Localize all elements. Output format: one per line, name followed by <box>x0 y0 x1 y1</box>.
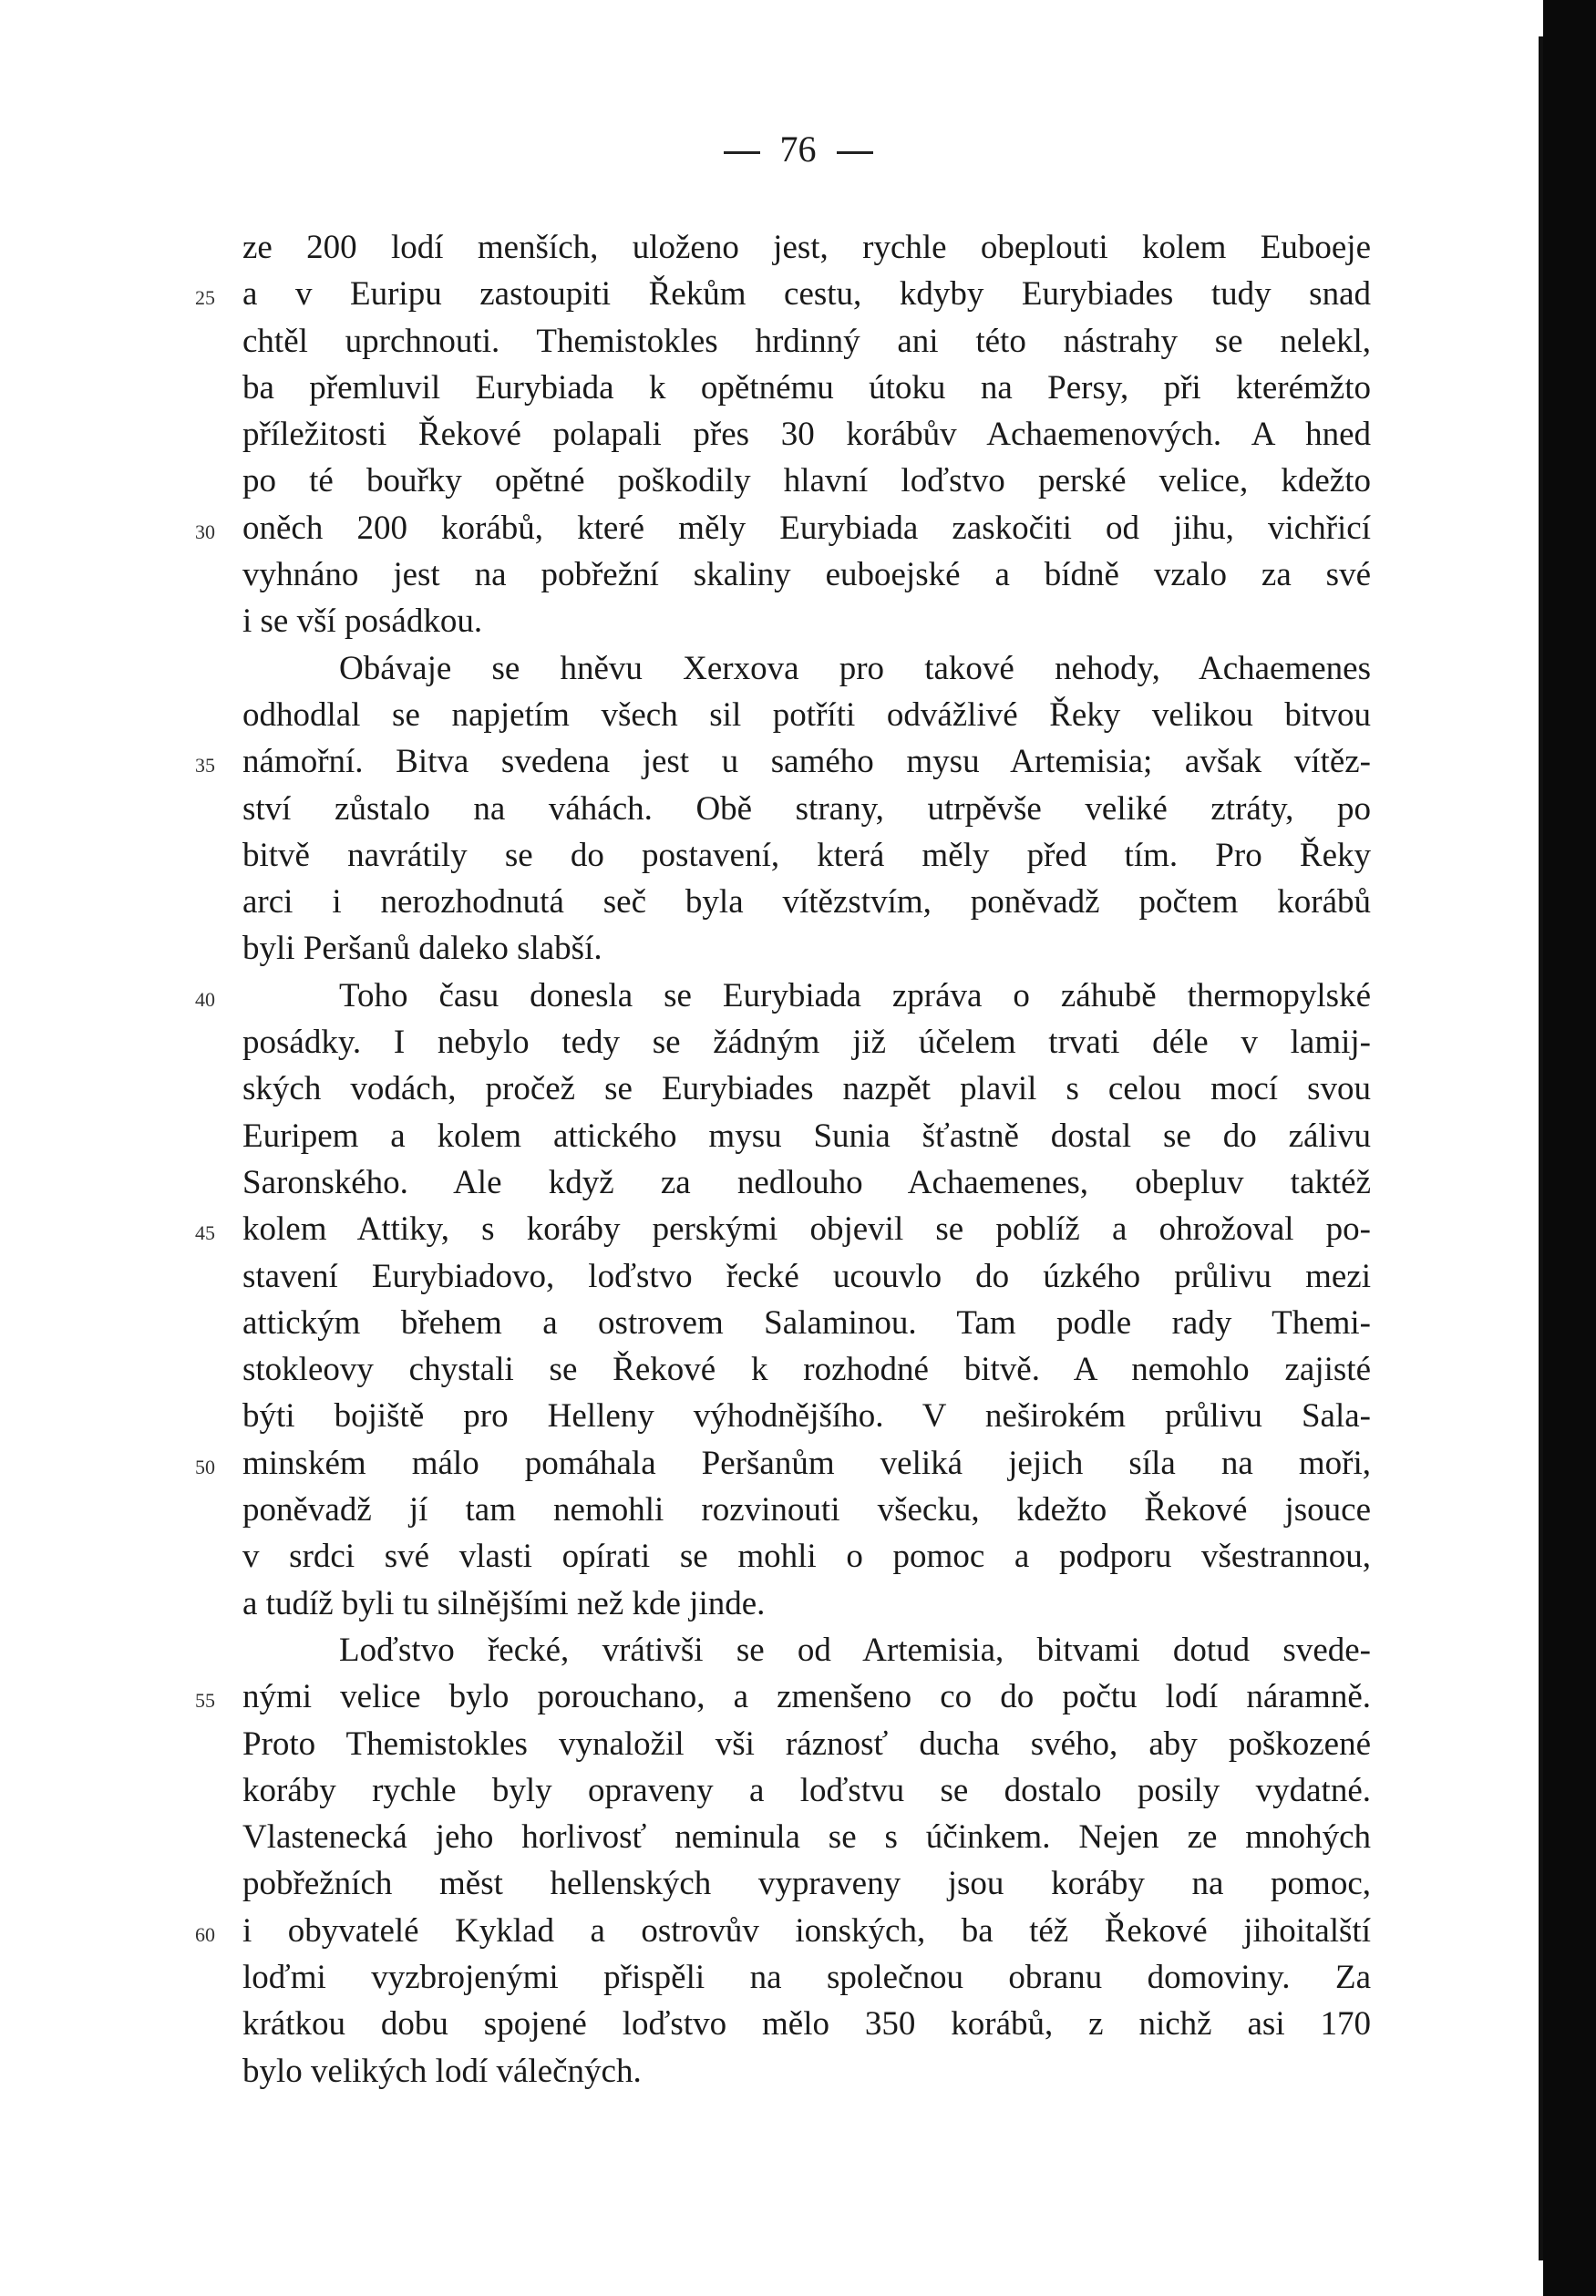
line-text: vyhnáno jest na pobřežní skaliny euboejské a bídně vzalo za své <box>242 556 1371 594</box>
page-number-value: 76 <box>779 129 817 170</box>
line-number: 40 <box>195 987 215 1011</box>
body-text <box>195 224 1371 2095</box>
line-text: attickým břehem a ostrovem Salaminou. Tam podle rady Themi- <box>242 1303 1371 1342</box>
line-text: chtěl uprchnouti. Themistokles hrdinný ani této nástrahy se nelekl, <box>242 322 1371 360</box>
line-text: pobřežních měst hellenských vypraveny jsou koráby na pomoc, <box>242 1865 1371 1903</box>
line-text: loďmi vyzbrojenými přispěli na společnou obranu domoviny. Za <box>242 1958 1371 1996</box>
text-line <box>242 1393 1371 1439</box>
text-line <box>242 1159 1371 1206</box>
text-line <box>242 645 1371 692</box>
text-line <box>242 2001 1371 2047</box>
text-line <box>242 318 1371 365</box>
text-line <box>242 925 1371 972</box>
text-line <box>242 832 1371 879</box>
line-number: 35 <box>195 754 215 777</box>
text-line <box>242 365 1371 411</box>
text-line <box>242 1627 1371 1673</box>
line-text: a v Euripu zastoupiti Řekům cestu, kdyby Eurybiades tudy snad <box>242 275 1371 314</box>
line-text: po té bouřky opětné poškodily hlavní loďstvo perské velice, kdežto <box>242 462 1371 500</box>
dash-right <box>837 151 873 154</box>
text-line <box>242 1346 1371 1393</box>
text-line <box>195 1673 1371 1720</box>
line-text: Toho času donesla se Eurybiada zpráva o záhubě thermopylské <box>339 976 1371 1014</box>
line-text: byli Peršanů daleko slabší. <box>242 930 602 968</box>
text-line <box>195 271 1371 317</box>
text-line <box>242 1954 1371 2001</box>
line-text: Obávaje se hněvu Xerxova pro takové nehody, Achaemenes <box>339 649 1371 687</box>
page-number <box>0 128 1596 170</box>
text-line <box>195 738 1371 785</box>
text-line <box>195 973 1371 1019</box>
text-line <box>195 505 1371 551</box>
text-line <box>242 786 1371 832</box>
line-text: krátkou dobu spojené loďstvo mělo 350 korábů, z nichž asi 170 <box>242 2005 1371 2044</box>
text-line <box>242 1580 1371 1627</box>
text-line <box>242 2048 1371 2095</box>
text-line <box>242 1066 1371 1112</box>
line-text: ství zůstalo na váhách. Obě strany, utrpěvše veliké ztráty, po <box>242 789 1371 828</box>
text-line <box>195 1206 1371 1252</box>
line-text: v srdci své vlasti opírati se mohli o pomoc a podporu všestrannou, <box>242 1538 1371 1576</box>
text-line <box>242 1487 1371 1533</box>
line-text: i se vší posádkou. <box>242 602 483 641</box>
line-text: bitvě navrátily se do postavení, která měly před tím. Pro Řeky <box>242 836 1371 874</box>
line-text: ských vodách, pročež se Eurybiades nazpět plavil s celou mocí svou <box>242 1070 1371 1108</box>
text-line <box>242 411 1371 458</box>
line-text: odhodlal se napjetím všech sil potříti odvážlivé Řeky velikou bitvou <box>242 695 1371 734</box>
scan-border <box>1543 0 1596 2296</box>
text-line <box>242 1721 1371 1767</box>
text-line <box>195 1440 1371 1487</box>
dash-left <box>724 151 760 154</box>
line-text: oněch 200 korábů, které měly Eurybiada zaskočiti od jihu, vichřicí <box>242 509 1371 547</box>
line-text: Vlastenecká jeho horlivosť neminula se s účinkem. Nejen ze mnohých <box>242 1818 1371 1857</box>
line-text: Euripem a kolem attického mysu Sunia šťastně dostal se do zálivu <box>242 1117 1371 1155</box>
text-line <box>242 692 1371 738</box>
text-line <box>242 551 1371 598</box>
text-line <box>242 1533 1371 1580</box>
line-text: ba přemluvil Eurybiada k opětnému útoku na Persy, při kterémžto <box>242 368 1371 407</box>
text-line <box>242 1860 1371 1907</box>
text-line <box>242 1767 1371 1814</box>
line-number: 60 <box>195 1922 215 1946</box>
text-line <box>242 598 1371 644</box>
line-text: i obyvatelé Kyklad a ostrovův ionských, ba též Řekové jihoitalští <box>242 1911 1371 1950</box>
line-text: Loďstvo řecké, vrátivši se od Artemisia, bitvami dotud svede- <box>339 1631 1371 1669</box>
line-text: nými velice bylo porouchano, a zmenšeno co do počtu lodí náramně. <box>242 1678 1371 1716</box>
line-text: Proto Themistokles vynaložil vši ráznosť ducha svého, aby poškozené <box>242 1725 1371 1763</box>
line-text: a tudíž byli tu silnějšími než kde jinde. <box>242 1584 766 1622</box>
line-text: námořní. Bitva svedena jest u samého mysu Artemisia; avšak vítěz- <box>242 743 1371 781</box>
line-text: minském málo pomáhala Peršanům veliká jejich síla na moři, <box>242 1444 1371 1482</box>
line-number: 50 <box>195 1455 215 1478</box>
line-text: stokleovy chystali se Řekové k rozhodné bitvě. A nemohlo zajisté <box>242 1351 1371 1389</box>
line-text: kolem Attiky, s koráby perskými objevil se poblíž a ohrožoval po- <box>242 1210 1371 1249</box>
text-line <box>242 1814 1371 1860</box>
line-number: 45 <box>195 1221 215 1245</box>
line-text: posádky. I nebylo tedy se žádným již účelem trvati déle v lamij- <box>242 1024 1371 1062</box>
line-text: stavení Eurybiadovo, loďstvo řecké ucouvlo do úzkého průlivu mezi <box>242 1257 1371 1295</box>
line-number: 30 <box>195 520 215 543</box>
text-line <box>242 458 1371 504</box>
line-text: poněvadž jí tam nemohli rozvinouti všecku, kdežto Řekové jsouce <box>242 1491 1371 1529</box>
text-line <box>195 1908 1371 1954</box>
line-text: býti bojiště pro Helleny výhodnějšího. V neširokém průlivu Sala- <box>242 1397 1371 1436</box>
line-text: příležitosti Řekové polapali přes 30 korábův Achaemenových. A hned <box>242 416 1371 454</box>
line-text: koráby rychle byly opraveny a loďstvu se dostalo posily vydatné. <box>242 1771 1371 1809</box>
line-text: arci i nerozhodnutá seč byla vítězstvím, poněvadž počtem korábů <box>242 883 1371 921</box>
text-line <box>242 224 1371 271</box>
text-line <box>242 1253 1371 1300</box>
line-number: 25 <box>195 286 215 310</box>
text-line <box>242 1113 1371 1159</box>
text-line <box>242 1300 1371 1346</box>
line-text: bylo velikých lodí válečných. <box>242 2052 642 2090</box>
text-line <box>242 1019 1371 1066</box>
line-text: ze 200 lodí menších, uloženo jest, rychle obeplouti kolem Euboeje <box>242 229 1371 266</box>
text-line <box>242 879 1371 925</box>
line-number: 55 <box>195 1689 215 1713</box>
line-text: Saronského. Ale když za nedlouho Achaemenes, obepluv taktéž <box>242 1163 1371 1201</box>
